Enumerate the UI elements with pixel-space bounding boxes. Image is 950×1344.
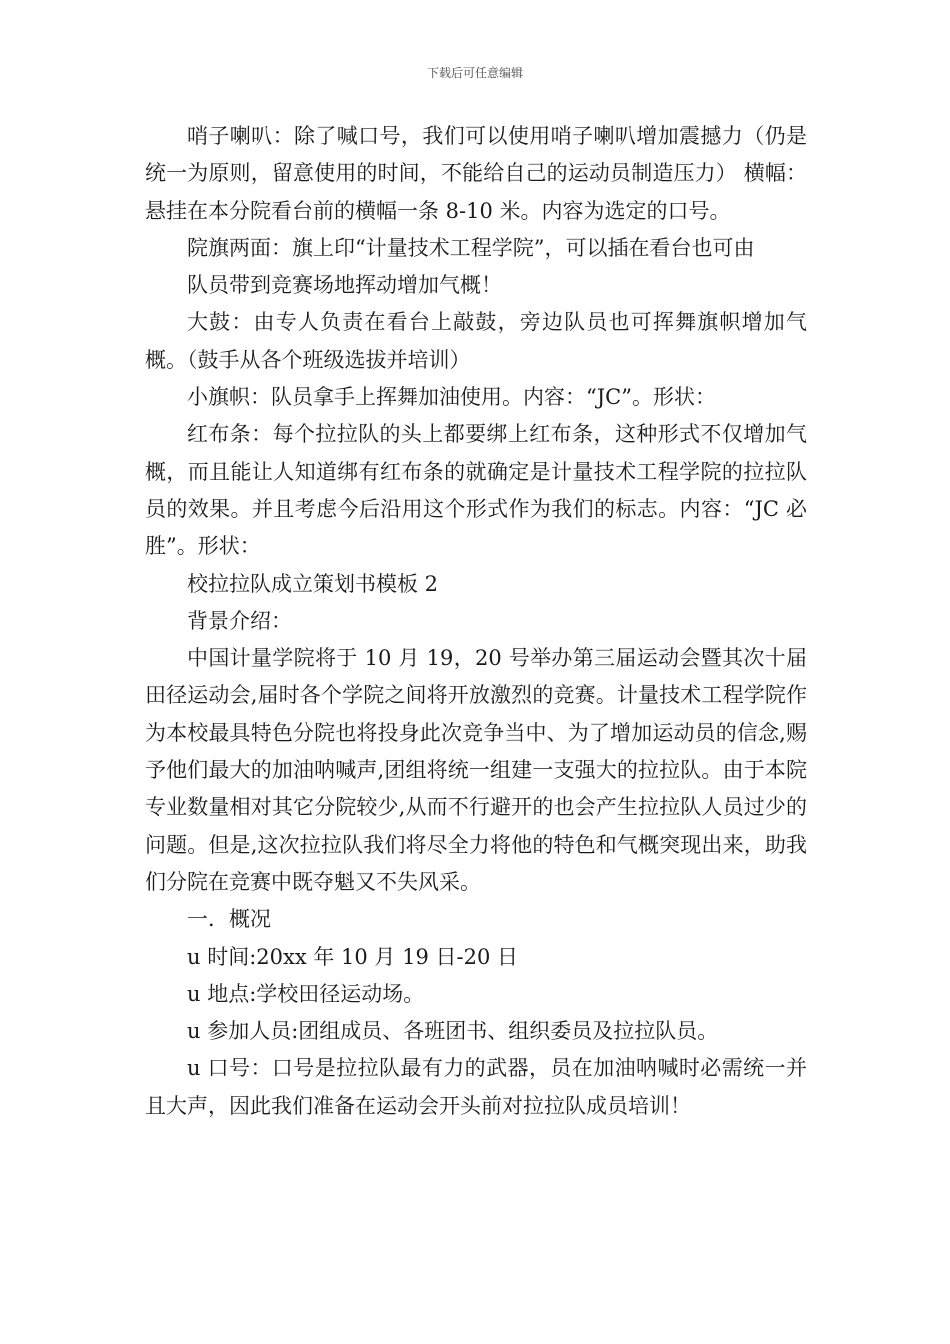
paragraph-flags-continued: 队员带到竞赛场地挥动增加气概！ <box>187 273 502 298</box>
paragraph-drum: 大鼓：由专人负责在看台上敲鼓，旁边队员也可挥舞旗帜增加气概。（鼓手从各个班级选拔并培训） <box>145 310 807 372</box>
paragraph-red-ribbon: 红布条：每个拉拉队的头上都要绑上红布条，这种形式不仅增加气概，而且能让人知道绑有红布条的就确定是计量技术工程学院的拉拉队员的效果。并且考虑今后沿用这个形式作为我们的标志。内容：“JC 必胜”。形状： <box>145 422 807 559</box>
list-item-participants: u 参加人员:团组成员、各班团书、组织委员及拉拉队员。 <box>187 1019 719 1044</box>
section-title-template-2: 校拉拉队成立策划书模板 2 <box>187 571 439 596</box>
section-heading-overview: 一．概况 <box>187 907 271 932</box>
document-body <box>145 118 807 1125</box>
paragraph-flags: 院旗两面：旗上印“计量技术工程学院”，可以插在看台也可由 <box>187 235 755 260</box>
paragraph-background-text: 中国计量学院将于 10 月 19，20 号举办第三届运动会暨其次十届田径运动会,届时各个学院之间将开放激烈的竞赛。计量技术工程学院作为本校最具特色分院也将投身此次竞争当中、为了增加运动员的信念,赐予他们最大的加油呐喊声,团组将统一组建一支强大的拉拉队。由于本院专业数量相对其它分院较少,从而不行避开的也会产生拉拉队人员过少的问题。但是,这次拉拉队我们将尽全力将他的特色和气概突现出来，助我们分院在竞赛中既夺魁又不失风采。 <box>145 646 807 894</box>
list-item-location: u 地点:学校田径运动场。 <box>187 981 425 1006</box>
list-item-time: u 时间:20xx 年 10 月 19 日-20 日 <box>187 944 518 969</box>
page-header-note: 下载后可任意编辑 <box>426 66 523 80</box>
paragraph-small-flags: 小旗帜：队员拿手上挥舞加油使用。内容：“JC”。形状： <box>187 385 716 410</box>
list-item-slogan: u 口号：口号是拉拉队最有力的武器，员在加油呐喊时必需统一并且大声，因此我们准备在运动会开头前对拉拉队成员培训！ <box>145 1056 807 1118</box>
paragraph-whistle-banner: 哨子喇叭：除了喊口号，我们可以使用哨子喇叭增加震撼力（仍是统一为原则，留意使用的时间，不能给自己的运动员制造压力） 横幅：悬挂在本分院看台前的横幅一条 8-10 米。内容为选定的口号。 <box>145 124 807 223</box>
paragraph-background-heading: 背景介绍： <box>187 608 292 633</box>
